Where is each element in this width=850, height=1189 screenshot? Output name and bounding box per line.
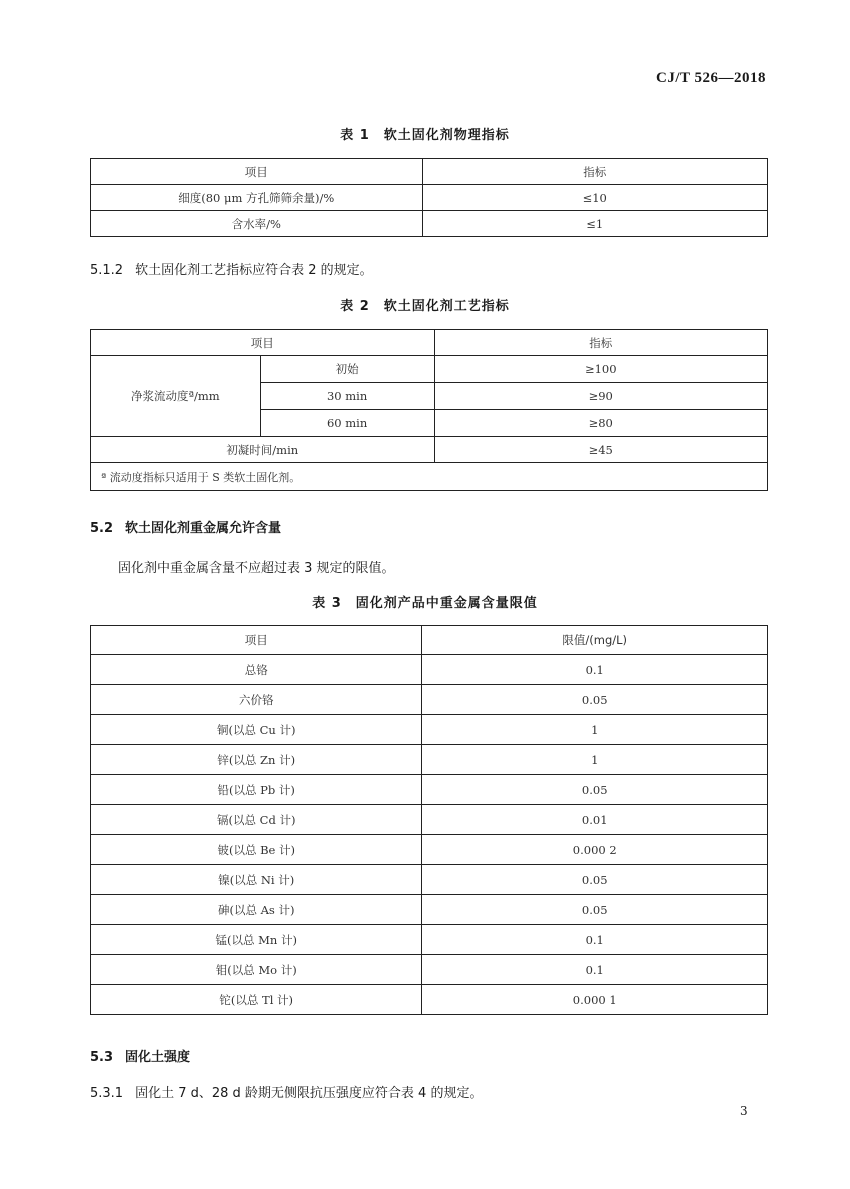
table2-sub-value: ≥80 [434,410,768,437]
table-row [91,211,768,237]
table-row [91,655,768,685]
table-row [91,437,768,463]
section-number: 5.3 [90,1050,114,1065]
clause-text: 软土固化剂工艺指标应符合表 2 的规定。 [135,263,373,278]
table3-cell-item: 铜(以总 Cu 计) [91,715,422,745]
table-row [91,865,768,895]
table3-cell-item: 锌(以总 Zn 计) [91,745,422,775]
table1 [90,158,768,237]
table-row [91,685,768,715]
table1-cell-value: ≤10 [422,185,767,211]
table3 [90,625,768,1015]
section-title: 固化土强度 [125,1050,191,1065]
table1-cell-value: ≤1 [422,211,767,237]
table2-sub-item: 30 min [260,383,434,410]
table2-header-index: 指标 [434,330,768,356]
section-5-3-heading [90,1046,190,1065]
table3-cell-item: 镉(以总 Cd 计) [91,805,422,835]
clause-5-3-1 [90,1082,482,1101]
table2-setting-item: 初凝时间/min [91,437,435,463]
clause-number: 5.1.2 [90,263,124,278]
table-row [91,955,768,985]
table3-cell-item: 铍(以总 Be 计) [91,835,422,865]
section-number: 5.2 [90,521,114,536]
table3-cell-value: 0.1 [422,925,768,955]
table3-caption: 表 3 固化剂产品中重金属含量限值 [312,596,538,611]
table3-header-limit: 限值/(mg/L) [422,626,768,655]
table-row [91,775,768,805]
table-row [91,185,768,211]
table3-cell-value: 0.1 [422,955,768,985]
table-row [91,715,768,745]
table3-cell-value: 0.05 [422,685,768,715]
table3-cell-item: 铅(以总 Pb 计) [91,775,422,805]
table3-header-item: 项目 [91,626,422,655]
table-row [91,745,768,775]
table2-header-item: 项目 [91,330,435,356]
table3-cell-item: 六价铬 [91,685,422,715]
table3-cell-item: 砷(以总 As 计) [91,895,422,925]
table1-header-item: 项目 [91,159,423,185]
table2-sub-value: ≥90 [434,383,768,410]
table-row [91,925,768,955]
table3-cell-item: 铊(以总 Tl 计) [91,985,422,1015]
table3-cell-item: 总铬 [91,655,422,685]
table2-footnote: ª 流动度指标只适用于 S 类软土固化剂。 [91,463,768,491]
section-title: 软土固化剂重金属允许含量 [125,521,282,536]
table1-cell-item: 含水率/% [91,211,423,237]
table1-cell-item: 细度(80 μm 方孔筛筛余量)/% [91,185,423,211]
table2-sub-item: 初始 [260,356,434,383]
table3-cell-value: 0.000 2 [422,835,768,865]
table3-cell-value: 0.000 1 [422,985,768,1015]
table-row [91,835,768,865]
standard-code: CJ/T 526—2018 [656,70,766,86]
clause-5-1-2 [90,259,373,278]
clause-number: 5.3.1 [90,1086,124,1101]
table2-setting-value: ≥45 [434,437,768,463]
table3-cell-value: 0.05 [422,775,768,805]
table2-sub-item: 60 min [260,410,434,437]
table-row [91,985,768,1015]
table3-cell-value: 1 [422,715,768,745]
table-row [91,895,768,925]
table3-cell-item: 镍(以总 Ni 计) [91,865,422,895]
table3-cell-value: 1 [422,745,768,775]
table3-cell-value: 0.05 [422,865,768,895]
clause-text: 固化土 7 d、28 d 龄期无侧限抗压强度应符合表 4 的规定。 [135,1086,483,1101]
section-5-2-heading [90,517,281,536]
table-row [91,356,768,383]
table2-caption: 表 2 软土固化剂工艺指标 [340,299,510,314]
table-row [91,805,768,835]
page-number: 3 [740,1104,748,1118]
table3-cell-value: 0.05 [422,895,768,925]
paragraph-5-2: 固化剂中重金属含量不应超过表 3 规定的限值。 [118,561,395,576]
table3-cell-item: 锰(以总 Mn 计) [91,925,422,955]
table1-caption: 表 1 软土固化剂物理指标 [340,128,510,143]
table2-group-label: 净浆流动度ª/mm [91,356,261,437]
table3-cell-value: 0.01 [422,805,768,835]
table3-cell-value: 0.1 [422,655,768,685]
table2 [90,329,768,491]
table2-sub-value: ≥100 [434,356,768,383]
table1-header-index: 指标 [422,159,767,185]
table3-cell-item: 钼(以总 Mo 计) [91,955,422,985]
